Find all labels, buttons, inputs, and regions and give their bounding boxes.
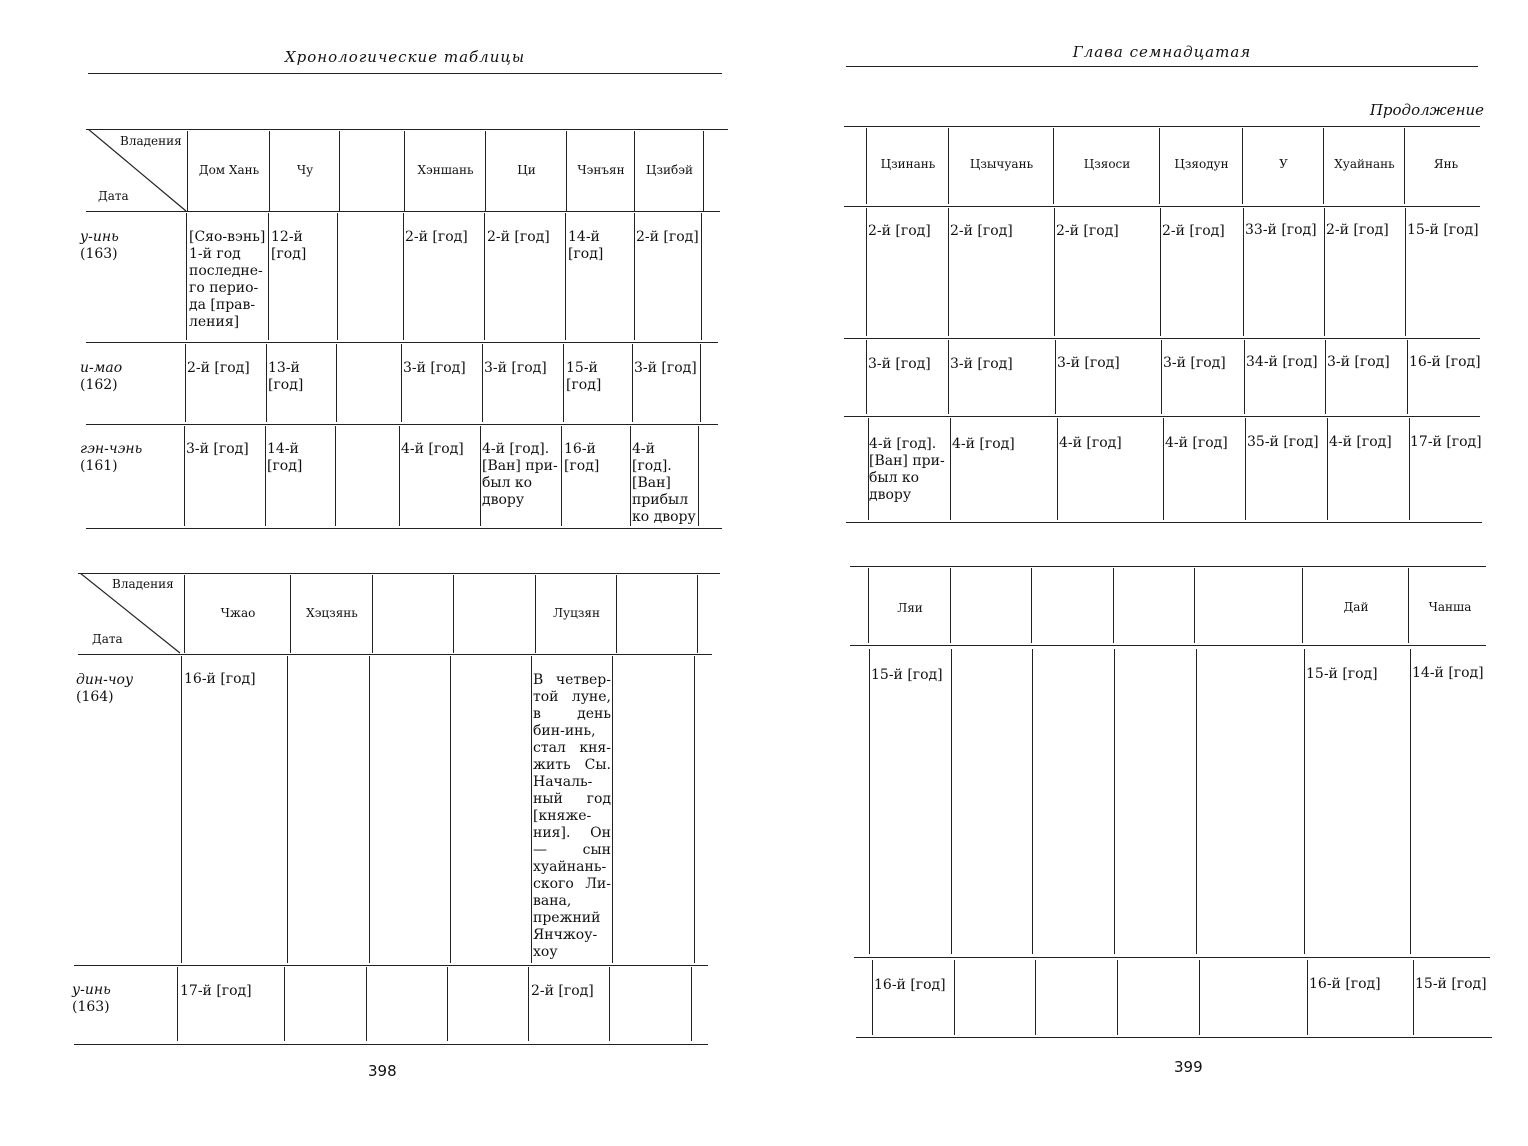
date-cyclical-name: гэн-чэнь (80, 441, 143, 457)
date-cyclical-name: и-мао (80, 360, 123, 376)
column-header: Чанша (1428, 600, 1472, 614)
table-cell: 4-й [год] (1329, 434, 1392, 450)
table-rule (74, 965, 708, 966)
column-header: Чу (296, 163, 314, 177)
table-rule (844, 416, 1480, 417)
col-divider (563, 344, 564, 422)
table-cell: 35-й [год] (1247, 434, 1319, 450)
table-cell: 33-й [год] (1245, 222, 1317, 238)
col-divider (951, 649, 952, 954)
col-divider (691, 967, 692, 1041)
table-cell: 3-й [год] (1163, 355, 1226, 371)
col-divider (265, 426, 266, 526)
column-header: Цзибэй (646, 163, 693, 177)
col-divider (612, 656, 613, 963)
table-cell: 2-й [год] (1326, 222, 1389, 238)
table-cell: В четвер- той луне, в день бин-инь, стал кня- жить Сы. Началь- ный год [княже- ния]. Он — сын хуайнань- ского Ли- вана, прежний Янчжоу- хоу (533, 672, 611, 960)
col-divider (694, 656, 695, 963)
table-cell: 2-й [год] (405, 229, 468, 245)
column-header: Хэншань (417, 163, 474, 177)
table-cell: 15-й [год] (1415, 976, 1487, 992)
table-cell: 2-й [год] (868, 223, 931, 239)
col-divider (703, 131, 704, 211)
col-divider (700, 344, 701, 422)
table-cell: 4-й [год] (1165, 435, 1228, 451)
col-divider (335, 426, 336, 526)
col-divider (1304, 649, 1305, 954)
date-cyclical-name: у-инь (80, 229, 119, 245)
col-divider (1410, 649, 1411, 954)
col-divider (866, 340, 867, 414)
col-divider (698, 426, 699, 526)
col-divider (186, 213, 187, 340)
col-divider (485, 131, 486, 211)
left-running-header: Хронологические таблицы (284, 48, 526, 66)
col-divider (187, 131, 188, 211)
corner-label-bottom: Дата (98, 189, 129, 203)
date-cyclical-name: дин-чоу (76, 672, 134, 688)
col-divider (531, 656, 532, 963)
col-divider (1325, 340, 1326, 414)
table-cell: 4-й [год] (952, 436, 1015, 452)
table-cell: 16-й [год] (874, 977, 946, 993)
col-divider (1055, 340, 1056, 414)
col-divider (566, 131, 567, 211)
col-divider (266, 344, 267, 422)
date-label (72, 982, 111, 1016)
col-divider (616, 575, 617, 653)
col-divider (404, 131, 405, 211)
col-divider (872, 960, 873, 1035)
col-divider (1407, 340, 1408, 414)
col-divider (401, 344, 402, 422)
column-header: Цзинань (880, 157, 936, 171)
page-number: 398 (368, 1062, 397, 1080)
table-cell: 16-й [год] (564, 441, 600, 474)
col-divider (948, 208, 949, 336)
col-divider (450, 656, 451, 963)
col-divider (561, 426, 562, 526)
col-divider (869, 649, 870, 954)
page-number: 399 (1174, 1058, 1203, 1076)
table-rule (856, 1037, 1492, 1038)
table-cell: 3-й [год] (1057, 355, 1120, 371)
col-divider (184, 426, 185, 526)
date-year: (163) (72, 999, 110, 1015)
table-cell: 16-й [год] (1409, 354, 1481, 370)
col-divider (403, 213, 404, 340)
table-cell: [Сяо-вэнь] 1-й год последне- го перио- да [прав- ления] (189, 229, 266, 330)
header-rule (846, 66, 1478, 67)
col-divider (447, 967, 448, 1041)
table-cell: 4-й [год]. [Ван] при- был ко двору (482, 441, 558, 508)
col-divider (535, 575, 536, 653)
col-divider (284, 967, 285, 1041)
col-divider (185, 344, 186, 422)
col-divider (1114, 649, 1115, 954)
col-divider (1057, 418, 1058, 520)
date-year: (161) (80, 458, 118, 474)
table-rule (74, 1044, 708, 1045)
column-header: Чэнъян (577, 163, 625, 177)
col-divider (480, 426, 481, 526)
col-divider (866, 128, 867, 204)
col-divider (269, 131, 270, 211)
col-divider (1243, 208, 1244, 336)
table-rule (86, 528, 722, 529)
col-divider (1032, 649, 1033, 954)
col-divider (565, 213, 566, 340)
col-divider (1408, 568, 1409, 643)
table-cell: 2-й [год] (187, 360, 250, 376)
col-divider (1404, 128, 1405, 204)
table-cell: 2-й [год] (636, 229, 699, 245)
col-divider (1159, 128, 1160, 204)
col-divider (634, 131, 635, 211)
table-cell: 16-й [год] (184, 671, 256, 687)
col-divider (948, 340, 949, 414)
col-divider (369, 656, 370, 963)
col-divider (287, 656, 288, 963)
column-header: Цзяоси (1083, 157, 1131, 171)
date-year: (162) (80, 377, 118, 393)
column-header: Луцзян (553, 606, 600, 620)
table-rule (844, 206, 1480, 207)
col-divider (399, 426, 400, 526)
col-divider (290, 575, 291, 653)
column-header: Дай (1343, 600, 1369, 614)
right-page (764, 0, 1528, 1146)
col-divider (1054, 208, 1055, 336)
date-label (80, 229, 119, 263)
col-divider (948, 128, 949, 204)
col-divider (868, 568, 869, 643)
column-header: Цзяодун (1174, 157, 1229, 171)
col-divider (482, 344, 483, 422)
column-header: Янь (1433, 157, 1459, 171)
col-divider (950, 418, 951, 520)
table-rule (846, 522, 1482, 523)
col-divider (609, 967, 610, 1041)
date-label (80, 441, 142, 475)
table-cell: 14-й [год] (1412, 665, 1484, 681)
table-cell: 2-й [год] (487, 229, 550, 245)
col-divider (1307, 960, 1308, 1035)
column-header: Чжао (220, 606, 256, 620)
table-cell: 17-й [год] (180, 983, 252, 999)
table-rule (850, 645, 1486, 646)
date-label (80, 360, 122, 394)
table-cell: 3-й [год] (403, 360, 466, 376)
table-cell: 34-й [год] (1246, 354, 1318, 370)
date-year: (164) (76, 689, 114, 705)
col-divider (1163, 418, 1164, 520)
col-divider (372, 575, 373, 653)
col-divider (697, 575, 698, 653)
col-divider (866, 208, 867, 336)
column-header: Ляи (897, 601, 923, 615)
column-header: Хуайнань (1334, 157, 1395, 171)
col-divider (337, 213, 338, 340)
col-divider (1413, 960, 1414, 1035)
col-divider (630, 426, 631, 526)
table-cell: 17-й [год] (1410, 434, 1482, 450)
col-divider (184, 575, 185, 653)
table-rule (844, 126, 1480, 127)
table-cell: 14-й [год] (267, 441, 303, 474)
table-cell: 3-й [год] (634, 360, 697, 376)
col-divider (1035, 960, 1036, 1035)
table-cell: 14-й [год] (568, 229, 604, 262)
col-divider (632, 344, 633, 422)
corner-label-top: Владения (112, 577, 174, 591)
date-year: (163) (80, 246, 118, 262)
col-divider (1196, 649, 1197, 954)
col-divider (484, 213, 485, 340)
table-cell: 16-й [год] (1309, 976, 1381, 992)
right-running-header: Глава семнадцатая (1072, 43, 1252, 61)
table-cell: 12-й [год] (271, 229, 307, 262)
col-divider (339, 131, 340, 211)
table-cell: 4-й [год] (1059, 435, 1122, 451)
date-cyclical-name: у-инь (72, 982, 111, 998)
col-divider (954, 960, 955, 1035)
table-cell: 2-й [год] (950, 223, 1013, 239)
col-divider (366, 967, 367, 1041)
column-header: Ци (517, 163, 536, 177)
col-divider (1199, 960, 1200, 1035)
col-divider (1053, 128, 1054, 204)
table-cell: 3-й [год] (1327, 354, 1390, 370)
col-divider (528, 967, 529, 1041)
table-cell: 15-й [год] (566, 360, 602, 393)
col-divider (1244, 340, 1245, 414)
table-rule (850, 566, 1486, 567)
col-divider (177, 967, 178, 1041)
column-header: У (1279, 157, 1288, 171)
table-rule (854, 957, 1490, 958)
col-divider (1327, 418, 1328, 520)
table-cell: 3-й [год] (186, 441, 249, 457)
table-cell: 3-й [год] (950, 356, 1013, 372)
table-cell: 3-й [год] (868, 356, 931, 372)
header-rule (88, 73, 722, 74)
table-cell: 15-й [год] (1407, 222, 1479, 238)
table-cell: 3-й [год] (484, 360, 547, 376)
table-cell: 4-й [год] (401, 441, 464, 457)
col-divider (1031, 568, 1032, 643)
corner-label-top: Владения (120, 134, 182, 148)
col-divider (336, 344, 337, 422)
col-divider (1160, 208, 1161, 336)
table-cell: 2-й [год] (531, 983, 594, 999)
col-divider (1242, 128, 1243, 204)
column-header: Цзычуань (969, 157, 1034, 171)
table-cell: 15-й [год] (871, 667, 943, 683)
col-divider (1405, 208, 1406, 336)
col-divider (181, 656, 182, 963)
table-rule (86, 342, 718, 343)
table-cell: 2-й [год] (1056, 223, 1119, 239)
continuation-label: Продолжение (1369, 101, 1484, 119)
col-divider (1113, 568, 1114, 643)
col-divider (634, 213, 635, 340)
col-divider (1194, 568, 1195, 643)
table-cell: 2-й [год] (1162, 223, 1225, 239)
col-divider (1302, 568, 1303, 643)
table-cell: 15-й [год] (1306, 666, 1378, 682)
date-label (76, 672, 133, 706)
col-divider (1161, 340, 1162, 414)
table-cell: 13-й [год] (268, 360, 304, 393)
col-divider (1117, 960, 1118, 1035)
col-divider (453, 575, 454, 653)
corner-label-bottom: Дата (92, 632, 123, 646)
table-rule (86, 424, 718, 425)
column-header: Дом Хань (198, 163, 260, 177)
table-cell: 4-й [год]. [Ван] прибыл ко двору (632, 441, 696, 525)
col-divider (1323, 128, 1324, 204)
col-divider (950, 568, 951, 643)
column-header: Хэцзянь (306, 606, 358, 620)
table-rule (844, 338, 1480, 339)
col-divider (1245, 418, 1246, 520)
table-cell: 4-й [год]. [Ван] при- был ко двору (869, 436, 945, 503)
